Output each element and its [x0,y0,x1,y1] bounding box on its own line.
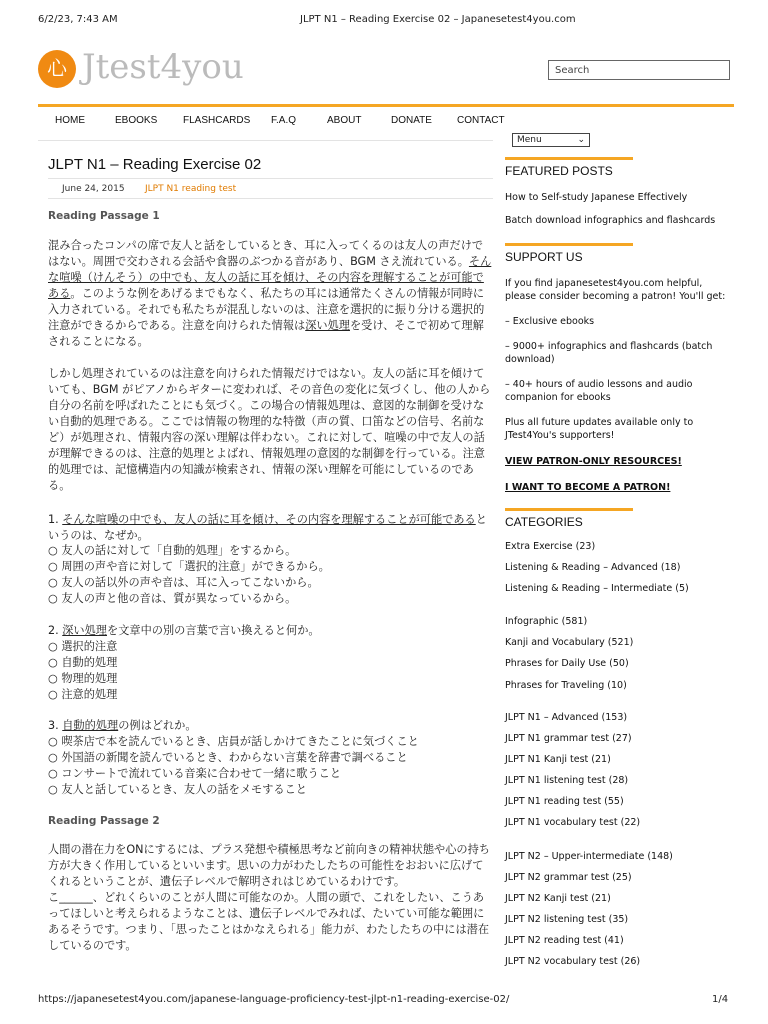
logo-mark: 心 [47,56,67,80]
category-link[interactable]: Listening & Reading – Intermediate (5) [505,583,689,594]
print-url: https://japanesetest4you.com/japanese-language-proficiency-test-jlpt-n1-reading-exercise-02/ [38,994,510,1005]
q2-option-2[interactable]: ○ 自動的処理 [48,656,118,669]
nav-faq[interactable]: F.A.Q [271,115,297,126]
category-link[interactable]: Infographic (581) [505,616,588,627]
passage1-para2: しかし処理されているのは注意を向けられた情報だけではない。友人の話に耳を傾けていても、BGM がピアノからギターに変われば、その音色の変化に気づくし、他の人から自分の名前を呼ばれたことにも気づく。この場合の情報処理は、意図的な制御を受けない自動的処理である。ここでは情報の物理的な特徴（声の質、口笛などの信号、名前など）が処理され、情報内容の深い理解は伴わない。これに対して、喧噪の中で友人の話が理解できるのは、注意的処理とよばれ、情報処理の意図的な制御を行っている。注意的処理では、記憶構造内の知識が検索され、情報の深い理解を可能にしているのである。 [48,367,491,492]
category-link[interactable]: Extra Exercise (23) [505,541,596,552]
nav-home[interactable]: HOME [55,115,85,126]
underlined-text: 自動的処理 [62,719,119,732]
category-link[interactable]: JLPT N1 grammar test (27) [505,733,632,744]
q1-option-1[interactable]: ○ 友人の話に対して「自動的処理」をするから。 [48,544,297,557]
underlined-text: 深い処理 [305,319,350,332]
divider [48,178,493,179]
patron-resources-link[interactable]: VIEW PATRON-ONLY RESOURCES! [505,456,682,467]
question-text: を文章中の別の言葉で言い換えると何か。 [107,624,320,637]
support-outro: Plus all future updates available only to JTest4You's supporters! [505,417,694,441]
q3-option-3[interactable]: ○ コンサートで流れている音楽に合わせて一緒に歌うこと [48,767,342,780]
q3-option-4[interactable]: ○ 友人と話しているとき、友人の話をメモすること [48,783,307,796]
category-link[interactable]: JLPT N2 vocabulary test (26) [505,956,641,967]
underlined-text: 深い処理 [62,624,107,637]
category-link[interactable]: JLPT N2 listening test (35) [505,914,629,925]
print-page-number: 1/4 [712,994,729,1005]
category-link[interactable]: JLPT N1 reading test (55) [505,796,624,807]
nav-top-border [38,104,734,107]
support-item: – 40+ hours of audio lessons and audio companion for ebooks [505,379,693,403]
q3-option-1[interactable]: ○ 喫茶店で本を読んでいるとき、店員が話しかけてきたことに気づくこと [48,735,419,748]
category-link[interactable]: Phrases for Traveling (10) [505,680,627,691]
print-datetime: 6/2/23, 7:43 AM [38,14,118,25]
question-text: というのは、なぜか。 [48,513,487,542]
q2-option-1[interactable]: ○ 選択的注意 [48,640,118,653]
text-run: 混み合ったコンパの席で友人と話をしているとき、耳に入ってくるのは友人の声だけではない。周囲で交わされる会話や食器のぶつかる音があり、BGM さえ流れている。 [48,239,484,268]
page-title: JLPT N1 – Reading Exercise 02 [48,156,262,173]
question-number: 1. [48,513,63,526]
category-link[interactable]: Listening & Reading – Advanced (18) [505,562,681,573]
question-number: 3. [48,719,63,732]
category-link[interactable]: JLPT N2 Kanji test (21) [505,893,611,904]
q2-option-3[interactable]: ○ 物理的処理 [48,672,118,685]
question-number: 2. [48,624,63,637]
passage1-para1 [48,238,494,350]
divider [48,198,493,199]
chevron-down-icon: ⌄ [577,135,585,145]
passage2-para2: こ______、どれくらいのことが人間に可能なのか。人間の頭で、これをしたい、こうあってほしいと考えられるようなことは、遺伝子レベルでみれば、たいてい可能な範囲にあるそうです。つまり、「思ったことはかなえられる」能力が、わたしたちの中には潜在しているのです。 [48,891,490,952]
category-link[interactable]: Phrases for Daily Use (50) [505,658,629,669]
support-item: – Exclusive ebooks [505,316,595,327]
category-link[interactable]: JLPT N2 grammar test (25) [505,872,632,883]
question-2 [48,623,494,639]
question-1 [48,512,494,544]
nav-bottom-border [38,140,493,141]
category-link[interactable]: JLPT N2 – Upper-intermediate (148) [505,851,673,862]
text-run: 。このような例をあげるまでもなく、私たちの耳には通常たくさんの情報が同時に入力されている。それでも私たちが混乱しないのは、注意を選択的に振り分ける選択的注意ができるからである。注意を向けられた情報は [48,287,485,332]
underlined-text: そんな喧噪の中でも、友人の話に耳を傾け、その内容を理解することが可能である [62,513,476,526]
featured-bar [505,157,633,160]
featured-link[interactable]: Batch download infographics and flashcards [505,215,716,226]
post-category-link[interactable]: JLPT N1 reading test [145,184,237,194]
become-patron-link[interactable]: I WANT TO BECOME A PATRON! [505,482,671,493]
categories-heading: CATEGORIES [505,515,583,529]
search-input[interactable]: Search [548,60,730,80]
nav-donate[interactable]: DONATE [391,115,432,126]
category-link[interactable]: JLPT N1 vocabulary test (22) [505,817,641,828]
print-title: JLPT N1 – Reading Exercise 02 – Japanesetest4you.com [300,14,576,25]
menu-dropdown[interactable] [512,133,590,147]
support-item: – 9000+ infographics and flashcards (batch download) [505,341,713,365]
nav-about[interactable]: ABOUT [327,115,362,126]
featured-heading: FEATURED POSTS [505,164,613,178]
passage2-heading: Reading Passage 2 [48,815,160,827]
nav-contact[interactable]: CONTACT [457,115,505,126]
q2-option-4[interactable]: ○ 注意的処理 [48,688,118,701]
category-link[interactable]: Kanji and Vocabulary (521) [505,637,634,648]
category-link[interactable]: JLPT N2 reading test (41) [505,935,624,946]
menu-label: Menu [517,135,542,145]
category-link[interactable]: JLPT N1 Kanji test (21) [505,754,611,765]
passage2-para1: 人間の潜在力をONにするには、プラス発想や積極思考など前向きの精神状態や心の持ち方が大きく作用しているといいます。思いの力がわたしたちの可能性をおおいに広げてくれるということが、遺伝子レベルで解明されはじめているわけです。 [48,843,490,888]
q3-option-2[interactable]: ○ 外国語の新聞を読んでいるとき、わからない言葉を辞書で調べること [48,751,408,764]
q1-option-2[interactable]: ○ 周囲の声や音に対して「選択的注意」ができるから。 [48,560,330,573]
featured-link[interactable]: How to Self-study Japanese Effectively [505,192,688,203]
logo-text[interactable]: Jtest4you [82,47,244,87]
support-heading: SUPPORT US [505,250,583,264]
support-intro: If you find japanesetest4you.com helpful, please consider becoming a patron! You'll get: [505,278,726,302]
category-link[interactable]: JLPT N1 – Advanced (153) [505,712,628,723]
nav-flashcards[interactable]: FLASHCARDS [183,115,251,126]
underlined-text: そんな喧噪（けんそう）の中でも、友人の話に耳を傾け、その内容を理解することが可能である [48,255,492,300]
question-3 [48,718,494,734]
category-link[interactable]: JLPT N1 listening test (28) [505,775,629,786]
q1-option-3[interactable]: ○ 友人の話以外の声や音は、耳に入ってこないから。 [48,576,319,589]
categories-bar [505,508,633,511]
passage1-heading: Reading Passage 1 [48,210,160,222]
text-run: を受け、そこで初めて理解されることになる。 [48,319,484,348]
question-text: の例はどれか。 [118,719,197,732]
post-date: June 24, 2015 [62,184,125,194]
q1-option-4[interactable]: ○ 友人の声と他の音は、質が異なっているから。 [48,592,297,605]
nav-ebooks[interactable]: EBOOKS [115,115,158,126]
support-bar [505,243,633,246]
